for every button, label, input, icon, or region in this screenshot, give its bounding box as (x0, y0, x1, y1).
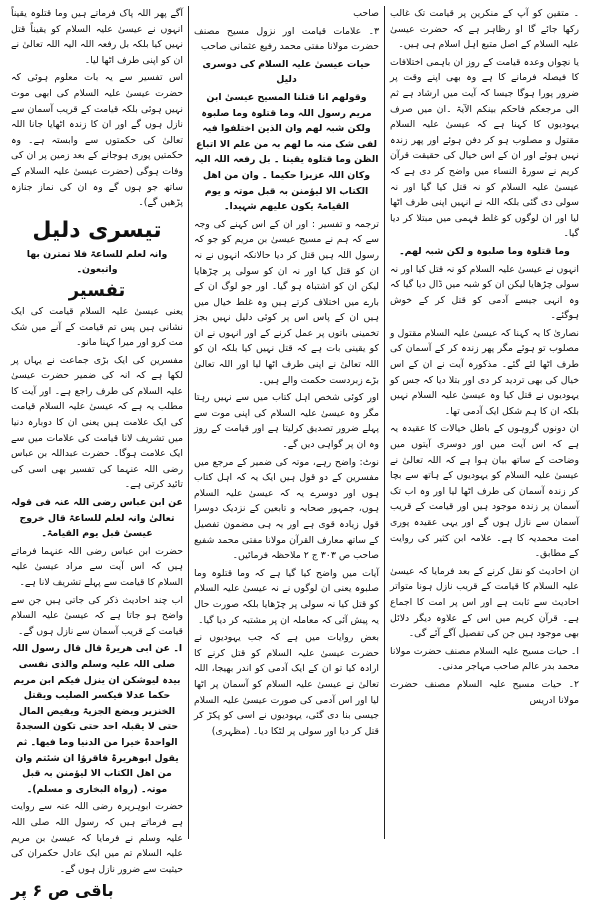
article-column-left (6, 6, 188, 900)
hadith-text: ا۔ عن ابی ھریرۃ قال قال رسول اللہ صلی اللہ علیہ وسلم والذی نفسی بیدہ لیوشکن ان ینزل فیکم ابن مریم حکما عدلا فیکسر الصلیب ویقتل الخنزیر ویضع الجزیۃ ویفیض المال حتی لا یقبلہ احد حتی تکون السجدۃ الواحدۃ خیرا من الدنیا وما فیھا۔ ثم یقول ابوھریرۃ فاقرؤا ان شئتم وان من اھل الکتاب الا لیؤمنن بہ قبل موتہ۔ (رواہ البخاری و مسلم)۔ (11, 643, 183, 795)
article-column-right (384, 6, 584, 839)
section-subtitle: تفسیر (68, 279, 126, 301)
paragraph: نصاریٰ کا یہ کہنا کہ عیسیٰ علیہ السلام مقتول و مصلوب تو ہوئے مگر پھر زندہ کر کے آسمان کی طرف اٹھا لئے گئے۔ مذکورہ آیت نے ان کے اس خیال کی بھی تردید کر دی اور بتلا دیا کہ جس کو یہودیوں نے قتل کیا وہ عیسیٰ علیہ السلام نہیں بلکہ ان کا ہم شکل ایک آدمی تھا۔ (390, 327, 579, 417)
paragraph: حضرت ابن عباس رضی اللہ عنہما فرماتے ہیں کہ اس آیت سے مراد عیسیٰ علیہ السلام کا قیامت سے پہلے تشریف لانا ہے۔ (11, 545, 183, 588)
paragraph: یا نچواں وعدہ قیامت کے روز ان باہمی اختلافات کا فیصلہ فرمانے کا ہے وہ بھی اپنے وقت پر ضرور پورا ہوگا جیسا کہ آیت میں ارشاد ہے ثم الی مرجعکم فاحکم بینکم الآیۃ ۔ان میں صرف یہودیوں کا کہنا ہے کہ عیسیٰ علیہ السلام مقتول و مصلوب ہو کر دفن ہوئے اور پھر زندہ نہیں ہوئے اور ان کے اس خیال کی حقیقت قرآن کریم نے سورۃ النساء میں واضح کر دی ہے کہ عیسیٰ علیہ السلام کو نہ قتل کیا گیا اور نہ سولی دی گئی بلکہ اللہ نے انہیں اپنی طرف اٹھا لیا اور ان لوگوں کو غلط فہمی میں مبتلا کر دیا گیا۔ (390, 56, 579, 240)
quran-verse: وانہ لعلم للساعۃ فلا تمترن بھا واتبعون۔ (26, 248, 168, 276)
paragraph: آگے پھر اللہ پاک فرماتے ہیں وما قتلوہ یقیناً انہوں نے عیسیٰ علیہ السلام کو یقیناً قتل نہیں کیا بلکہ بل رفعہ اللہ الیہ اللہ تعالیٰ نے ان کو اپنی طرف اٹھا لیا۔ (11, 8, 183, 66)
paragraph: ۔ متقین کو آپ کے منکرین پر قیامت تک غالب رکھا جائے گا او رظاہر ہے کہ حضرت عیسیٰ علیہ السلام کے اصل متبع اہل اسلام ہی ہیں۔ (390, 8, 579, 51)
paragraph: ان احادیث کو نقل کرنے کے بعد فرمایا کہ عیسیٰ علیہ السلام کا قیامت کے قریب نازل ہونا متواتر احادیث سے ثابت ہے اور اس پر امت کا اجماع ہے۔ قرآن کریم میں اس کے علاوہ دیگر دلائل بھی موجود ہیں جن کی تفصیل آگے آئے گی۔ (390, 565, 579, 640)
paragraph: ترجمہ و تفسیر : اور ان کے اس کہنے کی وجہ سے کہ ہم نے مسیح عیسیٰ بن مریم کو جو کہ رسول اللہ ہیں قتل کر دیا حالانکہ انہوں نے نہ ان کو قتل کیا اور نہ ان کو سولی پر چڑھایا لیکن ان کو اشتباہ ہو گیا۔ اور جو لوگ ان کے بارے میں اختلاف کرتے ہیں وہ غلط خیال میں ہیں ان کے پاس اس پر کوئی دلیل نہیں بجز تخمینی باتوں پر عمل کرنے کے اور انہوں نے ان کو یقینی بات ہے کہ قتل نہیں کیا بلکہ ان کو اللہ تعالیٰ نے اپنی طرف اٹھا لیا اور اللہ تعالیٰ بڑے زبردست حکمت والے ہیں۔ (194, 218, 379, 386)
paragraph: اب چند احادیث ذکر کی جاتی ہیں جن سے واضح ہو جاتا ہے کہ عیسیٰ علیہ السلام قیامت کے قریب آسمان سے نازل ہوں گے۔ (11, 594, 183, 637)
section-heading: حیات عیسیٰ علیہ السلام کی دوسری دلیل (202, 58, 371, 86)
paragraph: مفسرین کی ایک بڑی جماعت نے یہاں پر لکھا ہے کہ انہ کی ضمیر حضرت عیسیٰ علیہ السلام کی طرف راجع ہے۔ اور آیت کا مطلب یہ ہے کہ عیسیٰ علیہ السلام قیامت کی ایک علامت ہیں یعنی ان کا دوبارہ دنیا میں تشریف لانا قیامت کی علامات میں سے ایک علامت ہوگا۔ حضرت عبداللہ بن عباس رضی اللہ عنہما کی تفسیر بھی اسی کی تائید کرتی ہے۔ (11, 354, 183, 491)
paragraph: اس تفسیر سے یہ بات معلوم ہوئی کہ حضرت عیسیٰ علیہ السلام کی ابھی موت نہیں ہوئی بلکہ قیامت کے قریب آسمان سے نازل ہوں گے اور ان کا زندہ اٹھایا جانا اللہ تعالیٰ کی حکمتوں سے وابستہ ہے۔ وہ حکمتیں پوری ہوجانے کے بعد زمین پر ان کی وفات ہوگی (حضرت عیسیٰ علیہ السلام کے ساتھ جو ہوں گے وہ ان کی نماز جنازہ پڑھیں گے)۔ (11, 72, 183, 209)
quran-verse: وما قتلوہ وما صلبوہ و لکن شبہ لھم۔ (399, 245, 570, 257)
paragraph: انہوں نے عیسیٰ علیہ السلام کو نہ قتل کیا اور نہ سولی چڑھایا لیکن ان کو شبہ میں ڈال دیا گیا کہ وہ انہی جیسے آدمی کو قتل کر کے خوش ہوگئے۔ (390, 263, 579, 322)
paragraph: ان دونوں گروہوں کے باطل خیالات کا عقیدہ یہ ہے کہ اس آیت میں اور دوسری آیتوں میں وضاحت کے ساتھ بیان ہوا ہے کہ اللہ تعالیٰ نے عیسیٰ علیہ السلام کو یہودیوں کے ہاتھ سے بچا کر زندہ آسمان کی طرف اٹھا لیا اور وہ اب تک آسمان پر زندہ موجود ہیں اور قیامت کے قریب آسمان سے نازل ہوں گے اور یہی عقیدہ پوری امت محمدیہ کا ہے۔ علامہ ابن کثیر کی روایت کے مطابق۔ (390, 423, 579, 560)
paragraph: صاحب (353, 8, 379, 19)
paragraph: بعض روایات میں ہے کہ جب یہودیوں نے حضرت عیسیٰ علیہ السلام کو قتل کرنے کا ارادہ کیا تو ان کے ایک آدمی کو اندر بھیجا، اللہ تعالیٰ نے عیسیٰ علیہ السلام کو آسمان پر اٹھا لیا اور اس آدمی کی صورت عیسیٰ علیہ السلام جیسی بنا دی گئی، یہودیوں نے اسی کو پکڑ کر قتل کر دیا اور سولی پر لٹکا دیا۔ (مظہری) (194, 632, 379, 737)
reference-item: ا۔ حیات مسیح علیہ السلام مصنف حضرت مولانا محمد بدر عالم صاحب مہاجر مدنی۔ (390, 645, 579, 673)
paragraph: یعنی عیسیٰ علیہ السلام قیامت کی ایک نشانی ہیں پس تم قیامت کے آنے میں شک مت کرو اور میرا کہنا مانو۔ (11, 305, 183, 349)
section-title: تیسری دلیل (32, 217, 162, 243)
quran-verse: وقولھم انا قتلنا المسیح عیسیٰ ابن مریم رسول اللہ وما قتلوہ وما صلبوہ ولکن شبہ لھم وان الذین اختلفوا فیہ لفی شک منہ ما لھم بہ من علم الا اتباع الظن وما قتلوہ یقینا ۔ بل رفعہ اللہ الیہ وکان اللہ عزیزا حکیما ۔ وان من اھل الکتاب الا لیؤمنن بہ قبل موتہ و یوم القیامۃ یکون علیھم شہیدا۔ (194, 91, 379, 213)
note-paragraph: نوٹ: واضح رہے، موتہ کی ضمیر کے مرجع میں مفسرین کے دو قول ہیں ایک یہ کہ اہل کتاب ہوں اور دوسرے یہ کہ عیسیٰ علیہ السلام ہوں، جمہور صحابہ و تابعین کے نزدیک دوسرا قول زیادہ قوی ہے اور یہ ہی مضمون تفصیل کے ساتھ معارف القرآن مولانا مفتی محمد شفیع صاحب ص ۳۰۳ ج ۲ ملاحظہ فرمائیں۔ (194, 456, 379, 562)
continued-note: باقی ص ۶ پر (11, 881, 114, 900)
reference-item: ۲۔ حیات مسیح علیہ السلام مصنف حضرت مولانا ادریس (390, 678, 579, 706)
arabic-quote: عن ابن عباس رضی اللہ عنہ فی قولہ تعالیٰ وانہ لعلم للساعۃ قال خروج عیسیٰ قبل یوم القیامۃ۔ (11, 497, 183, 540)
reference-item: ۳۔ علامات قیامت اور نزول مسیح مصنف حضرت مولانا مفتی محمد رفیع عثمانی صاحب (194, 25, 379, 53)
paragraph: اور کوئی شخص اہل کتاب میں سے نہیں رہتا مگر وہ عیسیٰ علیہ السلام کی اپنی موت سے پہلے ضرور تصدیق کرلیتا ہے اور قیامت کے روز وہ ان پر گواہی دیں گے۔ (194, 392, 379, 451)
paragraph: آیات میں واضح کیا گیا ہے کہ وما قتلوہ وما صلبوہ یعنی ان لوگوں نے نہ عیسیٰ علیہ السلام کو قتل کیا نہ سولی پر چڑھایا بلکہ صورت حال یہ پیش آئی کہ معاملہ ان پر مشتبہ کر دیا گیا۔ (194, 567, 379, 626)
article-column-middle (188, 6, 384, 839)
paragraph: حضرت ابوہریرہ رضی اللہ عنہ سے روایت ہے فرماتے ہیں کہ رسول اللہ صلی اللہ علیہ وسلم نے فرمایا کہ عیسیٰ بن مریم علیہ السلام تم میں ایک عادل حکمران کی حیثیت سے ضرور نازل ہوں گے۔ (11, 801, 183, 875)
